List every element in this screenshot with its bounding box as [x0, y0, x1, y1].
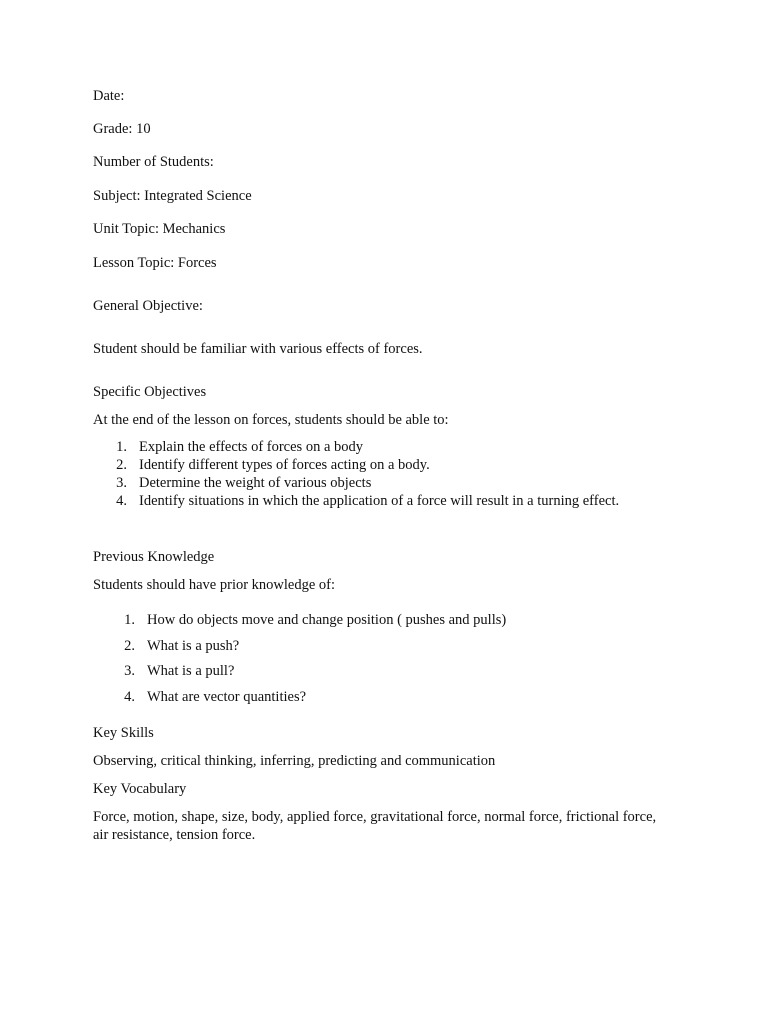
key-skills-text: Observing, critical thinking, inferring, predicting and communication [93, 753, 496, 769]
list-number: 3. [116, 475, 127, 491]
key-skills-heading: Key Skills [93, 725, 154, 741]
unit-topic-line: Unit Topic: Mechanics [93, 221, 226, 237]
list-text: Explain the effects of forces on a body [139, 439, 363, 455]
subject-line: Subject: Integrated Science [93, 188, 252, 204]
general-objective-heading: General Objective: [93, 298, 203, 314]
previous-knowledge-heading: Previous Knowledge [93, 549, 215, 565]
list-text: How do objects move and change position ( pushes and pulls) [147, 612, 507, 628]
list-item [93, 611, 673, 637]
previous-knowledge-list [93, 611, 673, 713]
number-of-students-label: Number of Students: [93, 154, 214, 170]
general-objective-text: Student should be familiar with various effects of forces. [93, 341, 423, 357]
list-number: 4. [124, 688, 135, 705]
list-item [93, 456, 673, 474]
list-item [93, 438, 673, 456]
list-text: Determine the weight of various objects [139, 475, 372, 491]
specific-objectives-intro: At the end of the lesson on forces, students should be able to: [93, 412, 449, 428]
list-text: What is a pull? [147, 663, 235, 679]
key-vocabulary-heading: Key Vocabulary [93, 781, 187, 797]
list-item [93, 688, 673, 714]
key-vocabulary-text: Force, motion, shape, size, body, applied force, gravitational force, normal force, frictional force, air resistance, tension force. [93, 809, 657, 843]
list-item [93, 637, 673, 663]
list-number: 2. [124, 637, 135, 654]
specific-objectives-list [93, 438, 673, 510]
list-text: Identify situations in which the application of a force will result in a turning effect. [139, 493, 620, 509]
list-number: 1. [124, 612, 135, 628]
list-number: 1. [116, 439, 127, 455]
list-text: What is a push? [147, 637, 240, 654]
list-number: 2. [116, 457, 127, 473]
date-label: Date: [93, 88, 125, 104]
list-item [93, 662, 673, 688]
list-text: Identify different types of forces acting on a body. [139, 457, 430, 473]
list-number: 3. [124, 663, 135, 679]
previous-knowledge-intro: Students should have prior knowledge of: [93, 577, 336, 593]
list-number: 4. [116, 493, 127, 509]
grade-line: Grade: 10 [93, 121, 151, 137]
lesson-topic-line: Lesson Topic: Forces [93, 255, 217, 271]
lesson-plan-page [93, 87, 673, 844]
specific-objectives-heading: Specific Objectives [93, 384, 207, 400]
list-item [93, 492, 673, 510]
list-item [93, 474, 673, 492]
list-text: What are vector quantities? [147, 688, 307, 705]
